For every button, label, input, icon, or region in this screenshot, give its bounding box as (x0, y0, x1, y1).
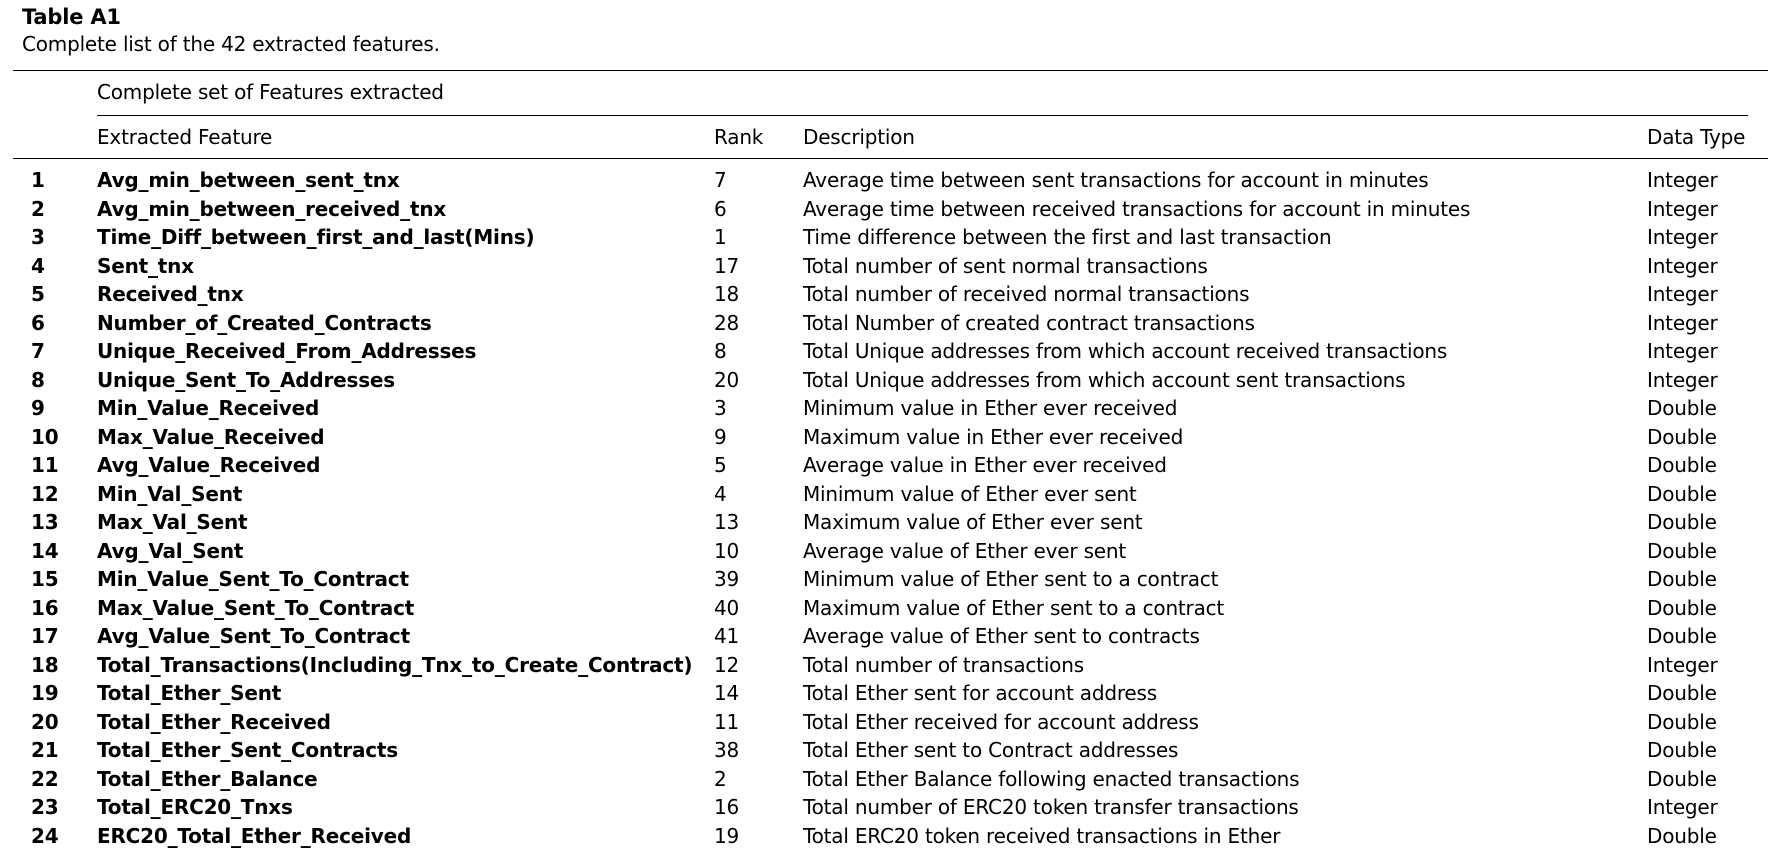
row-number: 1 (31, 168, 45, 192)
table-row (0, 508, 1768, 537)
feature-name: Min_Value_Sent_To_Contract (97, 567, 409, 591)
feature-data-type: Double (1647, 453, 1717, 477)
feature-name: Total_ERC20_Tnxs (97, 795, 293, 819)
table-row (0, 394, 1768, 423)
feature-name: Unique_Sent_To_Addresses (97, 367, 395, 392)
feature-description: Maximum value in Ether ever received (803, 424, 1184, 449)
feature-rank: 12 (714, 652, 740, 677)
row-number: 21 (31, 738, 59, 762)
feature-data-type: Double (1647, 595, 1717, 620)
feature-name: Total_Ether_Sent (97, 681, 282, 705)
feature-name: Time_Diff_between_first_and_last(Mins) (97, 225, 535, 249)
feature-data-type: Integer (1647, 225, 1718, 249)
feature-data-type: Integer (1647, 795, 1718, 819)
table-row (0, 252, 1768, 281)
feature-description: Total Number of created contract transactions (803, 310, 1255, 335)
feature-rank: 11 (714, 709, 740, 734)
feature-rank: 13 (714, 510, 740, 534)
feature-name: Avg_min_between_received_tnx (97, 196, 447, 221)
row-number: 15 (31, 567, 59, 591)
feature-name: Number_of_Created_Contracts (97, 310, 432, 335)
feature-rank: 38 (714, 738, 740, 762)
feature-data-type: Integer (1647, 168, 1718, 192)
feature-data-type: Double (1647, 709, 1717, 734)
feature-rank: 5 (714, 453, 727, 477)
table-row (0, 366, 1768, 395)
feature-description: Total number of transactions (803, 652, 1084, 677)
feature-rank: 20 (714, 367, 740, 392)
row-number: 4 (31, 253, 45, 278)
feature-description: Total Unique addresses from which account sent transactions (803, 367, 1406, 392)
feature-description: Total ERC20 token received transactions in Ether (803, 823, 1281, 848)
feature-name: Max_Value_Sent_To_Contract (97, 595, 415, 620)
feature-data-type: Double (1647, 567, 1717, 591)
feature-data-type: Integer (1647, 652, 1718, 677)
row-number: 10 (31, 424, 59, 449)
table-row (0, 480, 1768, 509)
table-row (0, 195, 1768, 224)
row-number: 22 (31, 766, 59, 791)
row-number: 3 (31, 225, 45, 249)
feature-description: Total Unique addresses from which account received transactions (803, 339, 1448, 363)
row-number: 9 (31, 396, 45, 420)
feature-data-type: Integer (1647, 282, 1718, 306)
row-number: 23 (31, 795, 59, 819)
table-row (0, 423, 1768, 452)
table-body (0, 166, 1768, 850)
table-row (0, 736, 1768, 765)
feature-rank: 1 (714, 225, 727, 249)
table-row (0, 309, 1768, 338)
feature-rank: 3 (714, 396, 727, 420)
table-row (0, 708, 1768, 737)
header-rank: Rank (714, 125, 764, 149)
feature-rank: 39 (714, 567, 740, 591)
table-row (0, 451, 1768, 480)
feature-data-type: Integer (1647, 367, 1718, 392)
feature-data-type: Double (1647, 481, 1717, 506)
row-number: 24 (31, 823, 59, 848)
row-number: 16 (31, 595, 59, 620)
feature-rank: 14 (714, 681, 740, 705)
feature-data-type: Double (1647, 738, 1717, 762)
feature-description: Total number of sent normal transactions (803, 253, 1208, 278)
feature-data-type: Double (1647, 510, 1717, 534)
feature-rank: 18 (714, 282, 740, 306)
feature-name: Max_Val_Sent (97, 510, 248, 534)
table-row (0, 565, 1768, 594)
feature-name: Total_Ether_Balance (97, 766, 318, 791)
feature-data-type: Double (1647, 766, 1717, 791)
table-caption (22, 4, 440, 58)
feature-name: Received_tnx (97, 282, 244, 306)
feature-rank: 17 (714, 253, 740, 278)
header-data-type: Data Type (1647, 125, 1746, 149)
row-number: 19 (31, 681, 59, 705)
feature-description: Minimum value in Ether ever received (803, 396, 1178, 420)
feature-data-type: Double (1647, 424, 1717, 449)
row-number: 18 (31, 652, 59, 677)
feature-data-type: Double (1647, 396, 1717, 420)
row-number: 13 (31, 510, 59, 534)
column-group-header: Complete set of Features extracted (97, 80, 444, 104)
feature-description: Total Ether received for account address (803, 709, 1199, 734)
row-number: 14 (31, 538, 59, 563)
feature-rank: 16 (714, 795, 740, 819)
feature-rank: 41 (714, 624, 740, 648)
feature-rank: 8 (714, 339, 727, 363)
row-number: 5 (31, 282, 45, 306)
feature-data-type: Integer (1647, 339, 1718, 363)
header-extracted-feature: Extracted Feature (97, 125, 273, 149)
row-number: 8 (31, 367, 45, 392)
feature-description: Average time between sent transactions for account in minutes (803, 168, 1429, 192)
table-header (0, 123, 1768, 151)
row-number: 2 (31, 196, 45, 221)
table-row (0, 594, 1768, 623)
feature-data-type: Integer (1647, 253, 1718, 278)
feature-rank: 7 (714, 168, 727, 192)
feature-description: Average value in Ether ever received (803, 453, 1167, 477)
feature-name: Max_Value_Received (97, 424, 325, 449)
feature-name: Avg_Val_Sent (97, 538, 244, 563)
feature-name: Min_Val_Sent (97, 481, 243, 506)
feature-name: Sent_tnx (97, 253, 194, 278)
table-row (0, 765, 1768, 794)
feature-rank: 2 (714, 766, 727, 791)
feature-description: Average value of Ether ever sent (803, 538, 1127, 563)
group-rule (97, 115, 1748, 116)
table-row (0, 793, 1768, 822)
header-rule (13, 158, 1768, 159)
feature-data-type: Double (1647, 624, 1717, 648)
feature-name: Avg_Value_Sent_To_Contract (97, 624, 410, 648)
feature-data-type: Integer (1647, 310, 1718, 335)
table-row (0, 280, 1768, 309)
feature-description: Minimum value of Ether ever sent (803, 481, 1137, 506)
feature-name: Total_Transactions(Including_Tnx_to_Create_Contract) (97, 652, 693, 677)
row-number: 20 (31, 709, 59, 734)
table-row (0, 166, 1768, 195)
feature-description: Maximum value of Ether sent to a contract (803, 595, 1225, 620)
feature-name: Avg_Value_Received (97, 453, 321, 477)
table-caption-text: Complete list of the 42 extracted features. (22, 32, 440, 56)
feature-name: Min_Value_Received (97, 396, 320, 420)
row-number: 12 (31, 481, 59, 506)
row-number: 17 (31, 624, 59, 648)
table-row (0, 337, 1768, 366)
feature-description: Total number of received normal transactions (803, 282, 1250, 306)
table-row (0, 537, 1768, 566)
table-row (0, 223, 1768, 252)
feature-name: Unique_Received_From_Addresses (97, 339, 477, 363)
table-row (0, 622, 1768, 651)
feature-rank: 28 (714, 310, 740, 335)
feature-rank: 40 (714, 595, 740, 620)
feature-description: Total Ether sent for account address (803, 681, 1157, 705)
feature-data-type: Double (1647, 538, 1717, 563)
feature-rank: 6 (714, 196, 727, 221)
table-row (0, 651, 1768, 680)
feature-name: ERC20_Total_Ether_Received (97, 823, 412, 848)
feature-description: Maximum value of Ether ever sent (803, 510, 1143, 534)
feature-description: Average value of Ether sent to contracts (803, 624, 1200, 648)
row-number: 11 (31, 453, 59, 477)
feature-name: Total_Ether_Received (97, 709, 331, 734)
feature-description: Total Ether Balance following enacted transactions (803, 766, 1300, 791)
feature-rank: 10 (714, 538, 740, 563)
top-rule (13, 70, 1768, 71)
table-title: Table A1 (22, 5, 121, 29)
table-row (0, 679, 1768, 708)
feature-name: Avg_min_between_sent_tnx (97, 168, 400, 192)
feature-description: Time difference between the first and last transaction (803, 225, 1332, 249)
row-number: 6 (31, 310, 45, 335)
table-row (0, 822, 1768, 851)
feature-description: Total number of ERC20 token transfer transactions (803, 795, 1299, 819)
feature-description: Minimum value of Ether sent to a contract (803, 567, 1219, 591)
feature-data-type: Double (1647, 823, 1717, 848)
feature-data-type: Double (1647, 681, 1717, 705)
feature-description: Total Ether sent to Contract addresses (803, 738, 1179, 762)
header-description: Description (803, 125, 915, 149)
feature-rank: 19 (714, 823, 740, 848)
row-number: 7 (31, 339, 45, 363)
feature-name: Total_Ether_Sent_Contracts (97, 738, 398, 762)
feature-rank: 9 (714, 424, 727, 449)
feature-description: Average time between received transactions for account in minutes (803, 196, 1471, 221)
feature-rank: 4 (714, 481, 727, 506)
feature-data-type: Integer (1647, 196, 1718, 221)
